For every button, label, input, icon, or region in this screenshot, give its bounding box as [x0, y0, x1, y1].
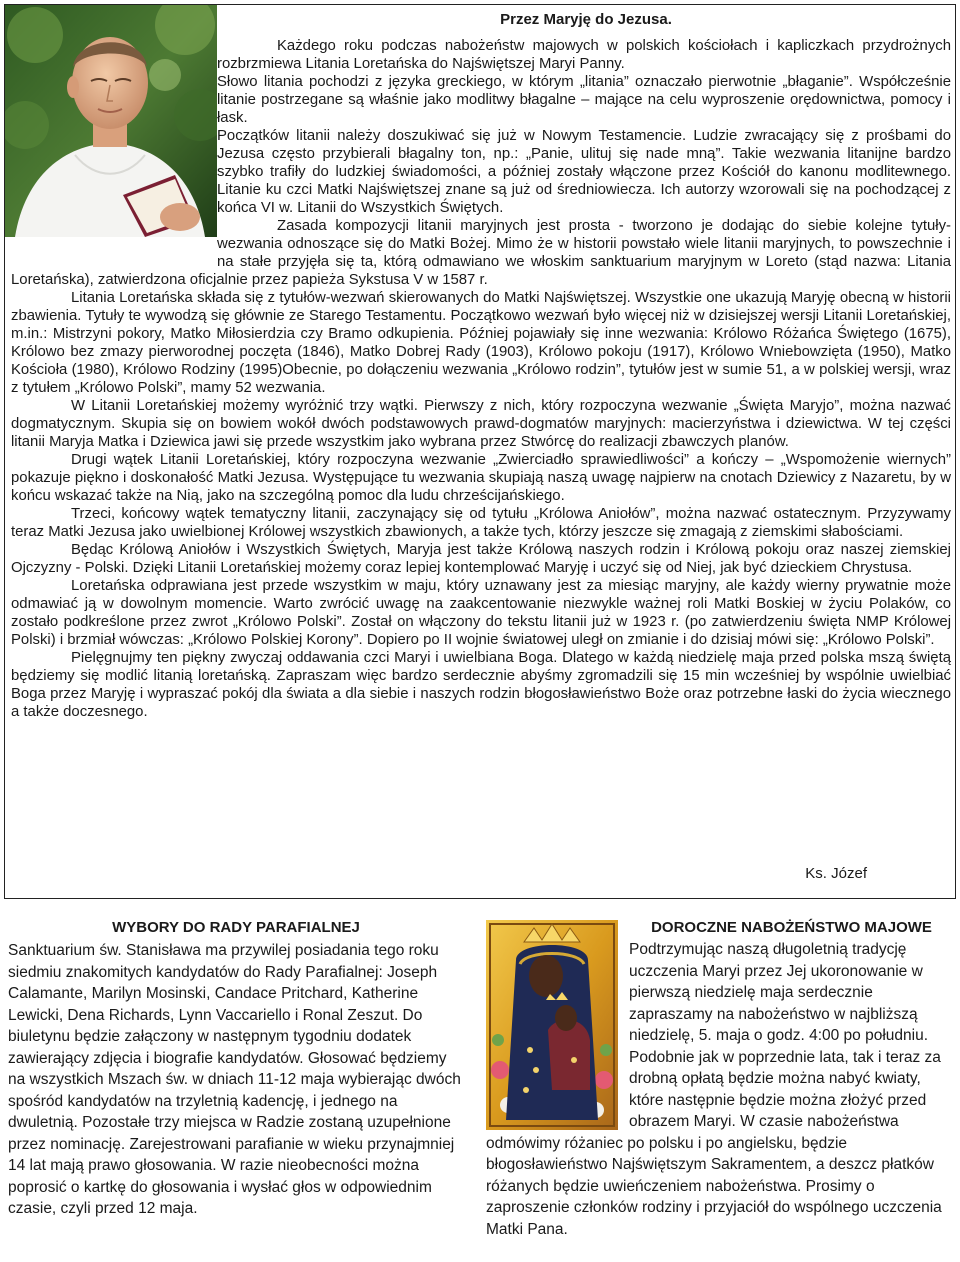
- may-service-section: [486, 918, 954, 1240]
- paragraph: Początków litanii należy doszukiwać się już w Nowym Testamencie. Ludzie zwracający się z prośbami do Jezusa często przybierali błagalny ton, np.: „Panie, ulituj się nade mną”. Takie wezwania litanijne bardzo szybko trafiły do ludzkiej świadomości, a później zostały włączone przez Kościół do kanonu modlitewnego. Litanie ku czci Matki Najświętszej znane są już od średniowiecza. Ich autorzy wzorowali się na pochodzącej z końca VI w. Litanii do Wszystkich Świętych.: [217, 128, 951, 216]
- article-text: [11, 11, 951, 721]
- icon-spacer: [486, 918, 629, 1130]
- article-box: [4, 4, 956, 899]
- signature: Ks. Józef: [805, 865, 867, 882]
- paragraph: Pielęgnujmy ten piękny zwyczaj oddawania czci Maryi i uwielbiana Boga. Dlatego w każdą niedzielę maja przed polska mszą świętą będziemy się modlić litanią loretańską. Zapraszam więc bardzo serdecznie abyśmy zgromadzili się 15 min wcześniej by wspólnie uwielbiać Boga przez Maryję i wypraszać pokój dla świata a dla siebie i naszych rodzin błogosławieństwo Boże oraz potrzebne łaski do życia wiecznego a także doczesnego.: [11, 650, 951, 720]
- paragraph: Każdego roku podczas nabożeństw majowych w polskich kościołach i kapliczkach przydrożnych rozbrzmiewa Litania Loretańska do Najświętszej Maryi Panny.: [217, 38, 951, 72]
- paragraph: W Litanii Loretańskiej możemy wyróżnić trzy wątki. Pierwszy z nich, który rozpoczyna wezwanie „Święta Maryjo”, można nazwać dogmatycznym. Skupia się on bowiem wokół dwóch podstawowych prawd-dogmatów maryjnych: macierzyństwa i dziewictwa. W tej części litanii Maryja Matka i Dziewica jawi się przede wszystkim jako wybrana przez Stwórcę do realizacji zbawczych planów.: [11, 398, 951, 450]
- section-title: DOROCZNE NABOŻEŃSTWO MAJOWE: [651, 919, 932, 936]
- paragraph: Zasada kompozycji litanii maryjnych jest prosta - tworzono je dodając do siebie kolejne tytuły-wezwania odnoszące się do Matki Bożej. Mimo że w historii powstało wiele litanii maryjnych, to powszechnie i na stałe przyjęła się ta, którą odmawiano we włoskim sanktuarium maryjnym w Loreto (stąd nazwa: Litania Loretańska), zatwierdzona oficjalnie przez papieża Sykstusa V w 1587 r.: [11, 218, 951, 288]
- paragraph: Loretańska odprawiana jest przede wszystkim w maju, który uznawany jest za miesiąc maryjny, ale każdy wierny prywatnie może odmawiać ją w dowolnym momencie. Warto zwrócić uwagę na zaakcentowanie niezwykle ważnej roli Matki Boskiej w życiu Polaków, co zostało podkreślone przez zwrot „Królowo Polski”. Został on włączony do tekstu litanii już w 1923 r. (po zatwierdzeniu święta NMP Królowej Polski) i brzmiał wówczas: „Królowo Polskiej Korony”. Dopiero po II wojnie światowej uległ on zmianie i do dzisiaj mówi się: „Królowo Polski”.: [11, 578, 951, 648]
- photo-spacer: [11, 11, 217, 260]
- paragraph: Słowo litania pochodzi z języka greckiego, w którym „litania” oznaczało pierwotnie „błaganie”. Współcześnie litanie postrzegane są właśnie jako modlitwy błagalne – mające na celu wyproszenie orędownictwa, pomocy i łask.: [217, 74, 951, 126]
- section-body: Podtrzymując naszą długoletnią tradycję uczczenia Maryi przez Jej ukoronowanie w pierwszą niedzielę maja serdecznie zapraszamy na nabożeństwo w najbliższą niedzielę, 5. maja o godz. 4:00 po południu. Podobnie jak w poprzednie lata, tak i teraz za drobną opłatą będzie można nabyć kwiaty, które następnie będzie można złożyć przed obrazem Maryi. W czasie nabożeństwa odmówimy różaniec po polsku i po angielsku, będzie błogosławieństwo Najświętszym Sakramentem, a deszcz płatków różanych będzie uwieńczeniem nabożeństwa. Prosimy o zaproszenie członków rodziny i przyjaciół do wspólnego uczczenia Matki Pana.: [486, 941, 942, 1238]
- paragraph: Litania Loretańska składa się z tytułów-wezwań skierowanych do Matki Najświętszej. Wszystkie one ukazują Maryję obecną w historii zbawienia. Tytuły te wywodzą się głównie ze Starego Testamentu. Początkowo wezwań było więcej niż w dzisiejszej wersji Litanii Loretańskiej, m.in.: Mistrzyni pokory, Matko Miłosierdzia czy Bramo odkupienia. Później pojawiały się inne wezwania: Królowo Różańca Świętego (1675), Królowo bez zmazy pierworodnej poczęta (1846), Matko Dobrej Rady (1903), Królowo pokoju (1917), Królowo Wniebowzięta (1950), Matko Kościoła (1980), Królowo Rodziny (1995)Obecnie, po dołączeniu wezwania „Królowo rodzin”, tytułów jest w sumie 51, a w polskiej wersji, wraz z tytułem „Królowo Polski”, mamy 52 wezwania.: [11, 290, 951, 396]
- paragraph: Trzeci, końcowy wątek tematyczny litanii, zaczynający się od tytułu „Królowa Aniołów”, można nazwać ostatecznym. Przyzywamy teraz Matki Jezusa jako uwielbionej Królowej wszystkich zbawionych, a także tych, którzy jeszcze się zmagają z ziemskimi słabościami.: [11, 506, 951, 540]
- section-body: Sanktuarium św. Stanisława ma przywilej posiadania tego roku siedmiu znakomitych kandydatów do Rady Parafialnej: Joseph Calamante, Marilyn Mosinski, Candace Pritchard, Katherine Lewicki, Dena Richards, Lynn Vaccariello i Ronal Zeszut. Do biuletynu będzie załączony w następnym tygodniu dodatek zawierający zdjęcia i biografie kandydatów. Głosować będziemy na wszystkich Mszach św. w dniach 11-12 maja wybierając dwóch spośród kandydatów na trzyletnią kadencję, i jednego na dwuletnią. Pozostałe trzy miejsca w Radzie zostaną uzupełnione przez nominację. Zarejestrowani parafianie w wieku przynajmniej 14 lat mają prawo głosowania. W razie nieobecności można poprosić o kartkę do głosowania i wysłać głos w odpowiednim czasie, czyli przed 12 maja.: [8, 942, 461, 1217]
- paragraph: Drugi wątek Litanii Loretańskiej, który rozpoczyna wezwanie „Zwierciadło sprawiedliwości” a kończy – „Wspomożenie wiernych” pokazuje piękno i doskonałość Matki Jezusa. Występujące tu wezwania skupiają naszą uwagę najpierw na cnotach Dziewicy z Nazaretu, by w końcu wskazać także na Nią, jako na szczególną pomoc dla ludu chrześcijańskiego.: [11, 452, 951, 504]
- elections-section: [8, 918, 464, 1220]
- paragraph: Będąc Królową Aniołów i Wszystkich Świętych, Maryja jest także Królową naszych rodzin i Królową pokoju oraz naszej ziemskiej Ojczyzny - Polski. Dzięki Litanii Loretańskiej możemy coraz lepiej kontemplować Maryję i uczyć się od Niej, jak być dzieckiem Chrystusa.: [11, 542, 951, 576]
- section-title: WYBORY DO RADY PARAFIALNEJ: [112, 919, 360, 936]
- article-title: Przez Maryję do Jezusa.: [500, 11, 672, 28]
